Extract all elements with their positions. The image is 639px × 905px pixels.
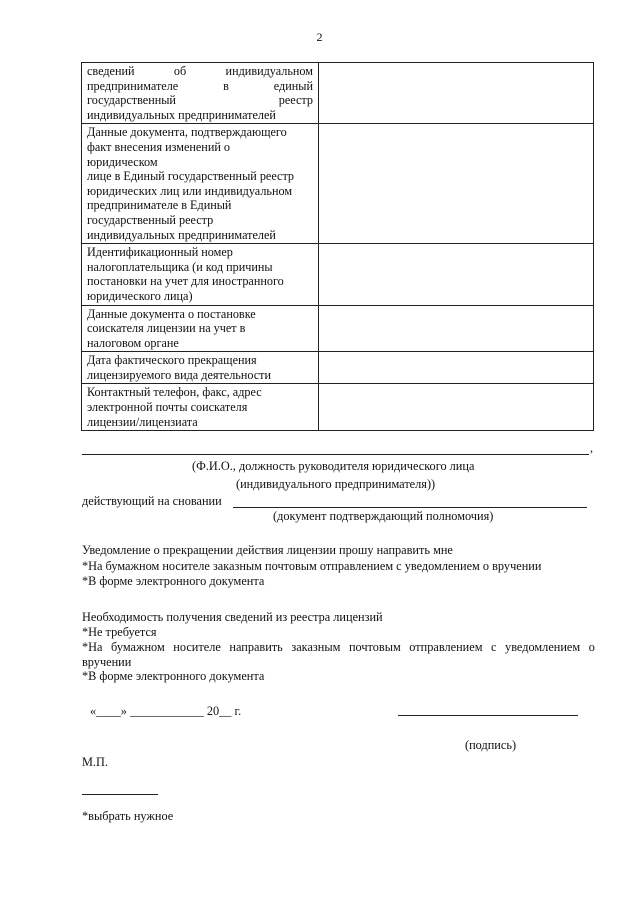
license-info-table [81,62,594,431]
cell-line: факт внесения изменений о [87,139,231,154]
registry-option-paper[interactable] [82,640,595,655]
cell-line: Дата фактического прекращения [87,353,257,368]
table-row [82,305,594,352]
registry-heading: Необходимость получения сведений из реестра лицензий [82,610,383,624]
cell-line: Данные документа о постановке [87,306,256,321]
date-day-blank[interactable]: ____ [96,704,121,718]
word: о [588,640,595,654]
page-number: 2 [316,30,323,44]
cell-line: соискателя лицензии на учет в [87,321,246,336]
cell-line: Идентификационный номер [87,245,233,260]
cell-line: юридическом [87,154,158,169]
date-year-blank[interactable]: __ [219,704,232,718]
notification-option-electronic[interactable]: *В форме электронного документа [82,574,265,588]
row-label-termination-date [82,352,319,384]
cell-line: индивидуальных предпринимателей [87,227,276,242]
table-row [82,63,594,124]
word: почтовым [348,640,401,654]
word: сведений [87,64,135,78]
table-row [82,244,594,305]
row-value-tax-registration[interactable] [319,305,594,352]
row-label-change-document [82,124,319,244]
table-row [82,384,594,431]
word: предпринимателе [87,78,179,93]
cell-line: юридического лица) [87,288,193,303]
signatory-name-line[interactable] [82,454,589,455]
date-close-quote: » [120,704,127,718]
justified-line [87,93,313,108]
row-label-inn [82,244,319,305]
word: государственный [87,93,176,108]
word: уведомлением [505,640,581,654]
footnote-text: *выбрать нужное [82,809,174,823]
signatory-trailing-comma: , [590,441,594,455]
cell-line: Данные документа, подтверждающего [87,125,287,140]
word: *На [82,640,103,654]
row-value-change-document[interactable] [319,124,594,244]
cell-line: лице в Единый государственный реестр [87,169,295,184]
row-value-egrip-record[interactable] [319,63,594,124]
word: с [491,640,497,654]
stamp-label: М.П. [82,755,108,769]
acting-basis-caption: (документ подтверждающий полномочия) [273,509,494,523]
date-year-prefix: 20 [206,704,220,718]
row-value-inn[interactable] [319,244,594,305]
word: индивидуальном [225,64,313,78]
registry-option-not-required[interactable]: *Не требуется [82,625,157,639]
registry-option-paper-continued: вручении [82,655,132,669]
cell-line: налоговом органе [87,335,179,350]
cell-line: налогоплательщика (и код причины [87,259,273,274]
cell-line: лицензируемого вида деятельности [87,367,272,382]
row-label-contacts [82,384,319,431]
row-value-contacts[interactable] [319,384,594,431]
table-row [82,352,594,384]
cell-line: индивидуальных предпринимателей [87,107,276,122]
cell-line: государственный реестр [87,212,214,227]
notification-option-paper[interactable]: *На бумажном носителе заказным почтовым отправлением с уведомлением о вручении [82,559,542,573]
word: заказным [291,640,341,654]
word: об [173,64,187,78]
row-value-termination-date[interactable] [319,352,594,384]
signatory-caption-2: (индивидуального предпринимателя)) [236,477,436,491]
word: бумажном [111,640,165,654]
date-open-quote: « [90,704,97,718]
date-year-suffix: г. [231,704,242,718]
word: направить [229,640,283,654]
table-row [82,124,594,244]
date-month-blank[interactable]: ____________ [129,704,204,718]
cell-line: предпринимателе в Единый [87,198,232,213]
word: единый [273,78,313,93]
row-label-egrip-record [82,63,319,124]
justified-line [87,79,313,94]
acting-basis-label: действующий на сновании [82,494,222,508]
acting-basis-line[interactable] [233,507,587,508]
word: в [223,78,229,93]
signatory-caption-1: (Ф.И.О., должность руководителя юридического лица [192,459,475,473]
cell-line: лицензии/лицензиата [87,414,198,429]
cell-line: Контактный телефон, факс, адрес [87,385,262,400]
justified-line [87,64,313,79]
cell-line: постановки на учет для иностранного [87,274,284,289]
cell-line: электронной почты соискателя [87,400,248,415]
notification-heading: Уведомление о прекращении действия лицензии прошу направить мне [82,543,453,557]
word: отправлением [409,640,483,654]
signature-line[interactable] [398,715,578,716]
registry-option-electronic[interactable]: *В форме электронного документа [82,669,265,683]
signature-caption: (подпись) [465,738,517,752]
date-line[interactable] [90,704,241,719]
footnote-separator [82,794,158,795]
cell-line: юридических лиц или индивидуальном [87,183,293,198]
word: реестр [278,93,313,108]
word: носителе [173,640,221,654]
row-label-tax-registration [82,305,319,352]
